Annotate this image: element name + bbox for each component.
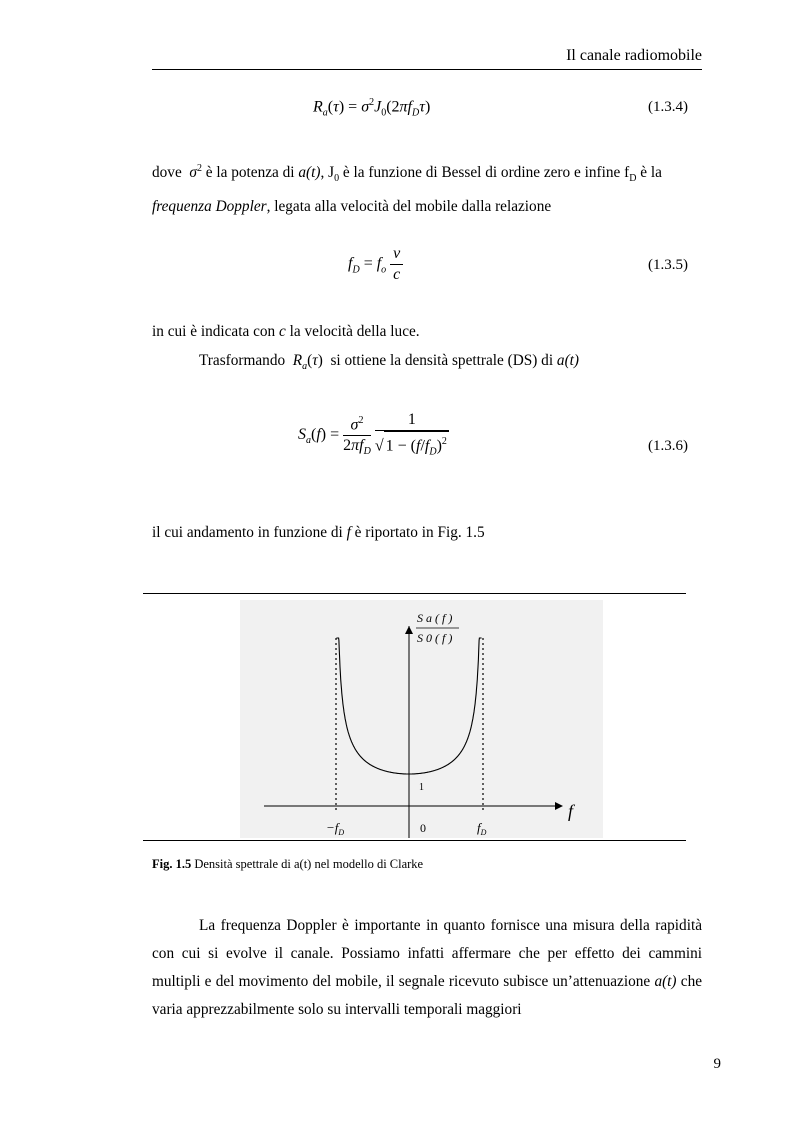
figure-clarke-spectrum — [143, 598, 603, 843]
paragraph: in cui è indicata con c la velocità della luce. — [152, 323, 420, 340]
tick-neg-fd: $-f_D$ — [326, 820, 345, 837]
header-rule — [152, 69, 702, 70]
equation-number: (1.3.5) — [648, 257, 688, 273]
paragraph: Trasformando $R_a(\tau)$ si ottiene la densità spettrale (DS) di a(t) — [199, 352, 580, 373]
figure-top-rule — [143, 593, 686, 594]
paragraph: il cui andamento in funzione di f è riportato in Fig. 1.5 — [152, 524, 485, 541]
running-header: Il canale radiomobile — [566, 47, 702, 64]
equation-spectral-density: $S_a(f)$ = $\frac{\sigma^2}{2\pi f_D}$ $\frac{1}{√ 1 - (f/f_D)^2}$ — [298, 410, 449, 463]
figure-bottom-rule — [143, 840, 686, 841]
level-one-label: 1 — [419, 782, 424, 793]
equation-number: (1.3.6) — [648, 438, 688, 454]
paragraph: dove $\sigma^2$ è la potenza di a(t), $J_0$ è la funzione di Bessel di ordine zero e infine $f_D$ è la frequenza Doppler, legata alla velocità del mobile dalla relazione — [152, 163, 662, 216]
ylabel-denominator: S 0 ( f ) — [417, 631, 453, 645]
tick-pos-fd: $f_D$ — [477, 820, 487, 837]
equation-doppler-frequency: $f_D = f_o$ $\frac{v}{c}$ — [348, 244, 403, 285]
equation-autocorrelation: $R_a(\tau) = \sigma^2J_0(2\pi f_D\tau)$ — [313, 97, 431, 119]
paragraph: La frequenza Doppler è importante in quanto fornisce una misura della rapidità con cui si evolve il canale. Possiamo infatti affermare che per effetto dei cammini multipli e del movimento del mobile, il segnale ricevuto subisce un’attenuazione a(t) che varia apprezzabilmente solo su intervalli temporali maggiori — [152, 917, 703, 1018]
equation-number: (1.3.4) — [648, 99, 688, 115]
x-axis-label: f — [568, 801, 574, 821]
tick-zero: 0 — [420, 821, 426, 835]
ylabel-numerator: S a ( f ) — [417, 611, 453, 625]
figure-caption: Fig. 1.5 Densità spettrale di a(t) nel modello di Clarke — [152, 857, 424, 871]
page-number: 9 — [713, 1056, 721, 1072]
